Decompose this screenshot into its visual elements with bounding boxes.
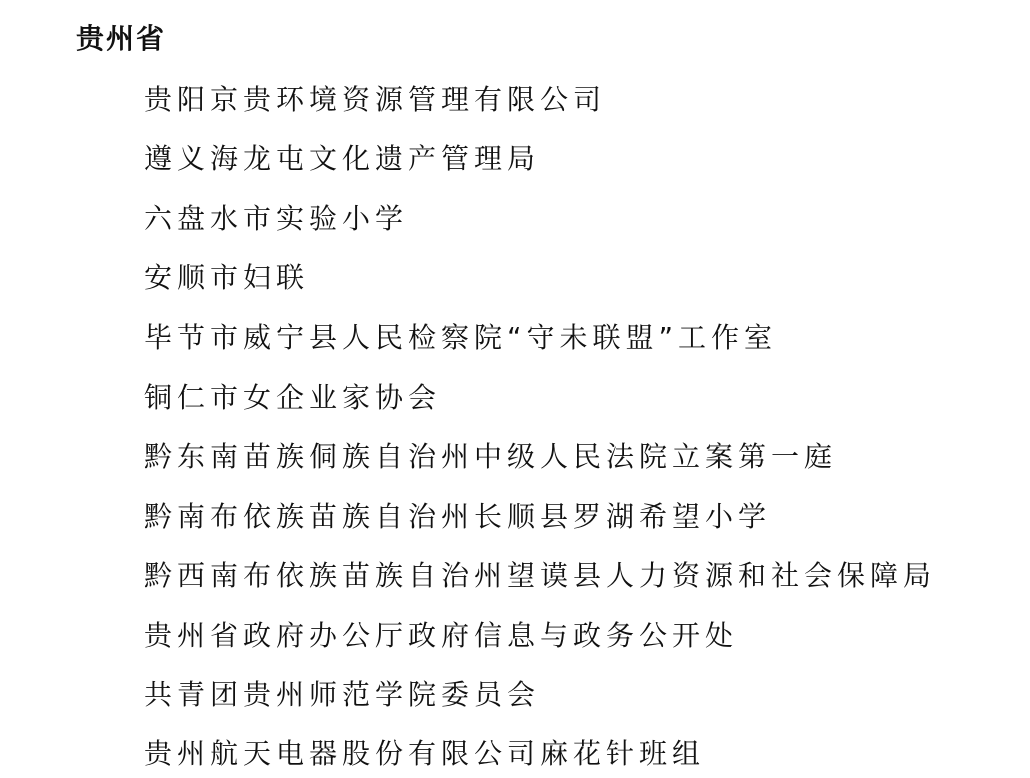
organization-name: 贵州航天电器股份有限公司麻花针班组 [144,737,706,770]
organization-name: 遵义海龙屯文化遗产管理局 [144,142,541,175]
organization-name: 共青团贵州师范学院委员会 [144,678,541,711]
province-heading: 贵州省 [76,22,167,55]
organization-name: 黔西南布依族苗族自治州望谟县人力资源和社会保障局 [144,559,937,592]
organization-name: 黔南布依族苗族自治州长顺县罗湖希望小学 [144,500,772,533]
organization-name: 黔东南苗族侗族自治州中级人民法院立案第一庭 [144,440,838,473]
organization-name: 铜仁市女企业家协会 [144,381,442,414]
organization-name: 毕节市威宁县人民检察院“守未联盟”工作室 [144,321,778,354]
organization-name: 贵州省政府办公厅政府信息与政务公开处 [144,619,739,652]
organization-name: 贵阳京贵环境资源管理有限公司 [144,83,607,116]
organization-name: 六盘水市实验小学 [144,202,409,235]
organization-name: 安顺市妇联 [144,261,310,294]
